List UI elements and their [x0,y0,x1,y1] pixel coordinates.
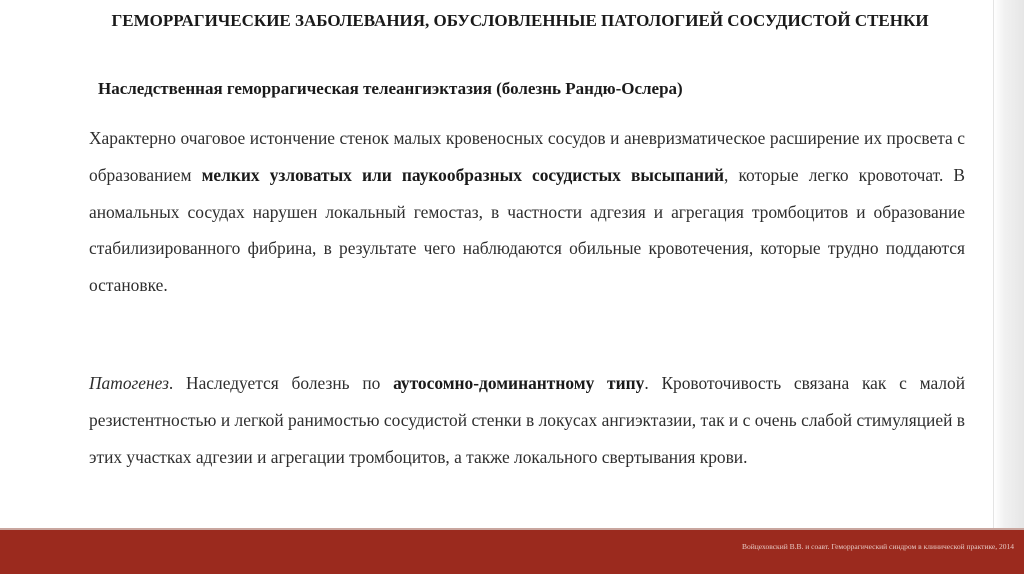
paragraph-bold-text: аутосомно-доминантному типу [393,373,645,393]
footer-bar [0,530,1024,574]
paragraph-italic-lead: Патогенез [89,373,169,393]
paragraph-text: . Кровоточивость связана как с малой резистентностью и легкой ранимостью сосудистой стенки в локусах ангиэктазии, так и с очень слабой стимуляцией в этих участках адгезии и агрегации тромбоцитов, а также локального свертывания крови. [89,373,966,467]
paragraph-text: Характерно очаговое истончение стенок малых кровеносных сосудов и аневризматическое расширение их просвета с образованием [89,128,965,185]
right-decorative-border [993,0,1024,530]
paragraph-pathogenesis [89,365,965,475]
footer-citation: Войцеховский В.В. и соавт. Геморрагический синдром в клинической практике, 2014 [742,542,1014,551]
slide-title: ГЕМОРРАГИЧЕСКИЕ ЗАБОЛЕВАНИЯ, ОБУСЛОВЛЕННЫЕ ПАТОЛОГИЕЙ СОСУДИСТОЙ СТЕНКИ [111,11,929,30]
paragraph-description [89,120,965,304]
paragraph-bold-text: мелких узловатых или паукообразных сосудистых высыпаний [201,164,724,185]
paragraph-text: . Наследуется болезнь по [168,373,394,393]
slide-subtitle: Наследственная геморрагическая телеангиэктазия (болезнь Рандю-Ослера) [98,79,683,98]
paragraph-text: , которые легко кровоточат. В аномальных сосудах нарушен локальный гемостаз, в частности адгезия и агрегация тромбоцитов и образование стабилизированного фибрина, в результате чего наблюдаются обильные кровотечения, которые трудно поддаются остановке. [89,164,965,296]
